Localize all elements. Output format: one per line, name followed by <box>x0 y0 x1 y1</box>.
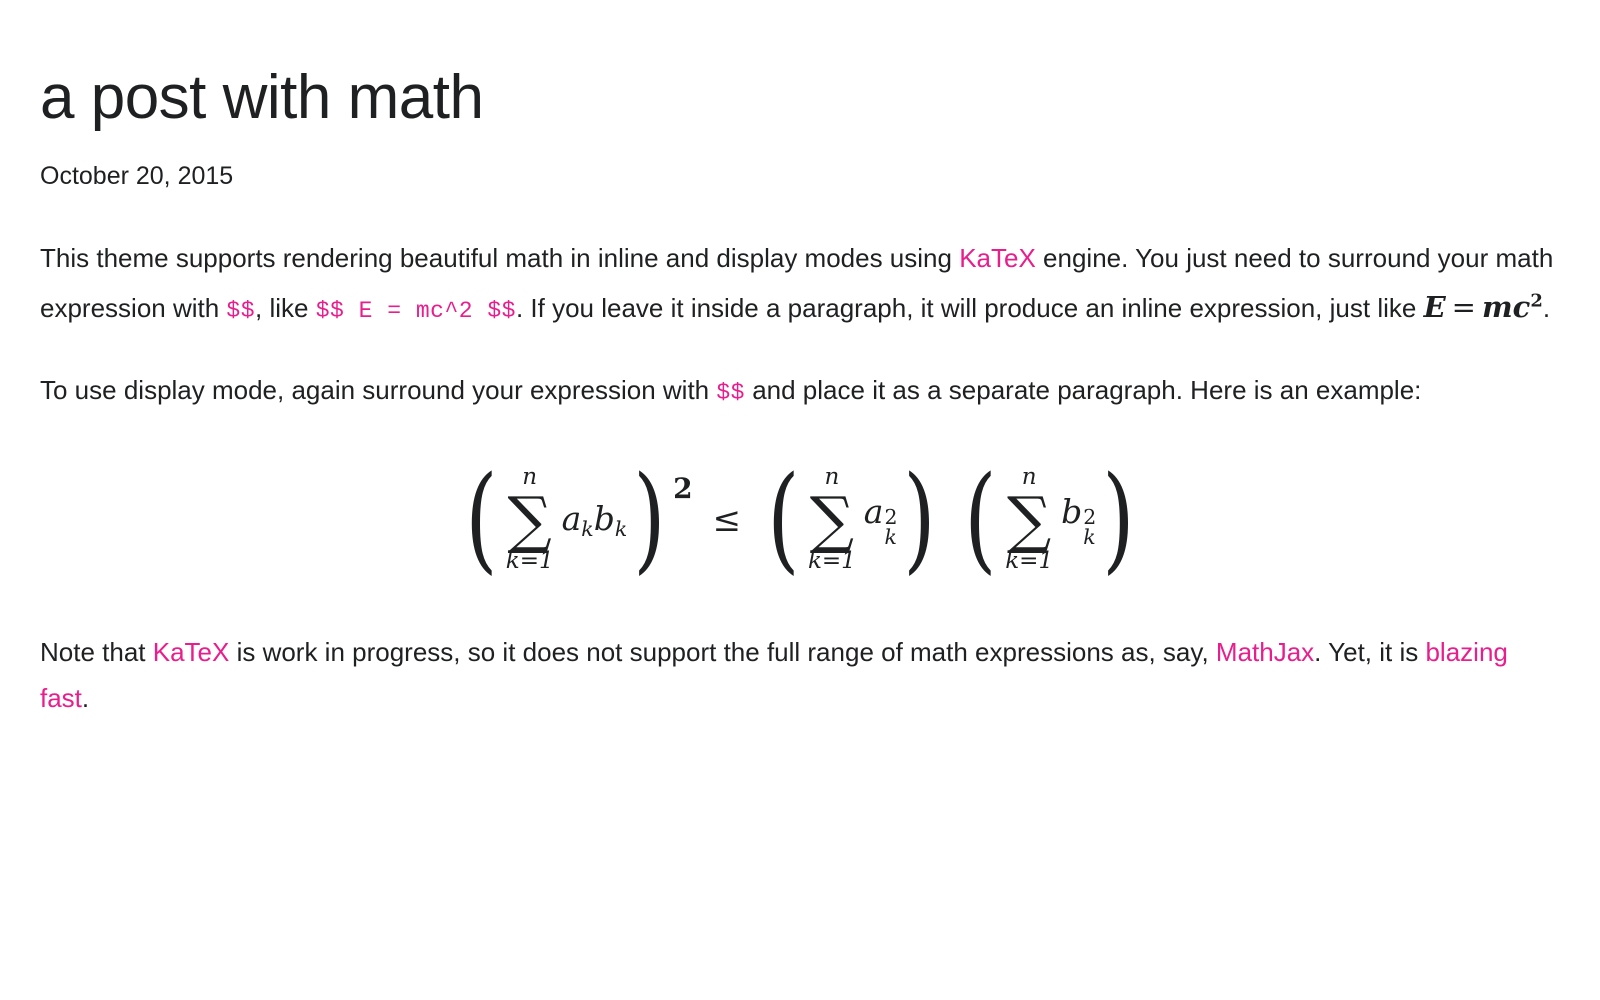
inline-math-emc2 <box>1424 290 1543 324</box>
text-segment: . <box>1542 292 1551 323</box>
code-dollar-delimiters: $$ <box>226 297 256 324</box>
summation-3 <box>1005 466 1053 573</box>
term-b: b <box>593 498 615 538</box>
page-title: a post with math <box>40 63 484 132</box>
sum-symbol: ∑ <box>1007 483 1052 557</box>
math-rhs-base: mc <box>1481 289 1531 324</box>
left-paren: ( <box>767 451 800 586</box>
sum-symbol: ∑ <box>809 483 854 557</box>
text-segment: and place it as a separate paragraph. Here is an example: <box>744 375 1422 406</box>
term-a: a <box>561 498 582 538</box>
term-bk-squared <box>1061 492 1096 548</box>
sum-lower-limit: k=1 <box>1005 548 1054 575</box>
term-a-subsup <box>884 504 898 550</box>
right-paren: ) <box>633 451 666 586</box>
paragraph-intro <box>40 235 1560 333</box>
term-a-sub: k <box>581 516 594 541</box>
term-ak-bk <box>562 499 628 541</box>
math-operator: = <box>1451 289 1476 324</box>
sum-lower-limit: k=1 <box>807 548 856 575</box>
display-math-cauchy-schwarz <box>40 451 1560 586</box>
outer-exponent: 2 <box>673 472 693 506</box>
term-ak-squared <box>864 492 898 548</box>
text-segment: . <box>81 683 90 714</box>
term-b-sub: k <box>1083 525 1096 550</box>
term-a-sup: 2 <box>884 504 898 529</box>
link-blazing-fast[interactable]: blazing fast <box>40 637 1508 714</box>
term-a-sub: k <box>884 525 897 550</box>
code-math-example: $$ E = mc^2 $$ <box>315 297 516 324</box>
link-mathjax[interactable]: MathJax <box>1215 637 1315 668</box>
link-katex[interactable]: KaTeX <box>959 243 1036 274</box>
right-paren: ) <box>903 451 937 586</box>
post-date: October 20, 2015 <box>40 162 234 191</box>
right-paren: ) <box>1102 451 1135 586</box>
text-segment: This theme supports rendering beautiful math in inline and display modes using <box>40 243 960 274</box>
math-rhs-exponent: 2 <box>1530 289 1543 311</box>
text-segment: is work in progress, so it does not support the full range of math expressions as, say, <box>229 637 1216 668</box>
relation-leq: ≤ <box>712 499 742 540</box>
term-b-sup: 2 <box>1083 504 1097 529</box>
text-segment: Note that <box>40 637 153 668</box>
sum-upper-limit: n <box>522 464 538 491</box>
math-lhs: E <box>1423 289 1446 324</box>
math-group-middle <box>761 451 942 586</box>
text-segment: engine. You just need to surround your math expression with <box>40 243 1554 323</box>
term-b-sub: k <box>614 516 628 541</box>
text-segment: To use display mode, again surround your expression with <box>40 375 717 406</box>
sum-lower-limit: k=1 <box>505 548 554 575</box>
code-dollar-delimiters: $$ <box>716 380 745 407</box>
term-b: b <box>1061 491 1083 531</box>
paragraph-display-mode <box>40 367 1560 414</box>
sum-upper-limit: n <box>824 464 840 491</box>
sum-symbol: ∑ <box>507 483 552 557</box>
link-katex[interactable]: KaTeX <box>152 637 230 668</box>
summation-2 <box>808 466 856 573</box>
text-segment: . If you leave it inside a paragraph, it will produce an inline expression, just like <box>515 292 1424 323</box>
summation-1 <box>506 466 554 573</box>
left-paren: ( <box>465 451 498 586</box>
text-segment: . Yet, it is <box>1314 637 1426 668</box>
left-paren: ( <box>964 451 997 586</box>
term-a: a <box>863 491 884 531</box>
sum-upper-limit: n <box>1021 464 1037 491</box>
math-group-right <box>958 451 1141 586</box>
paragraph-note <box>40 629 1560 722</box>
term-b-subsup <box>1083 504 1097 550</box>
math-group-left <box>459 451 693 586</box>
text-segment: , like <box>255 292 316 323</box>
